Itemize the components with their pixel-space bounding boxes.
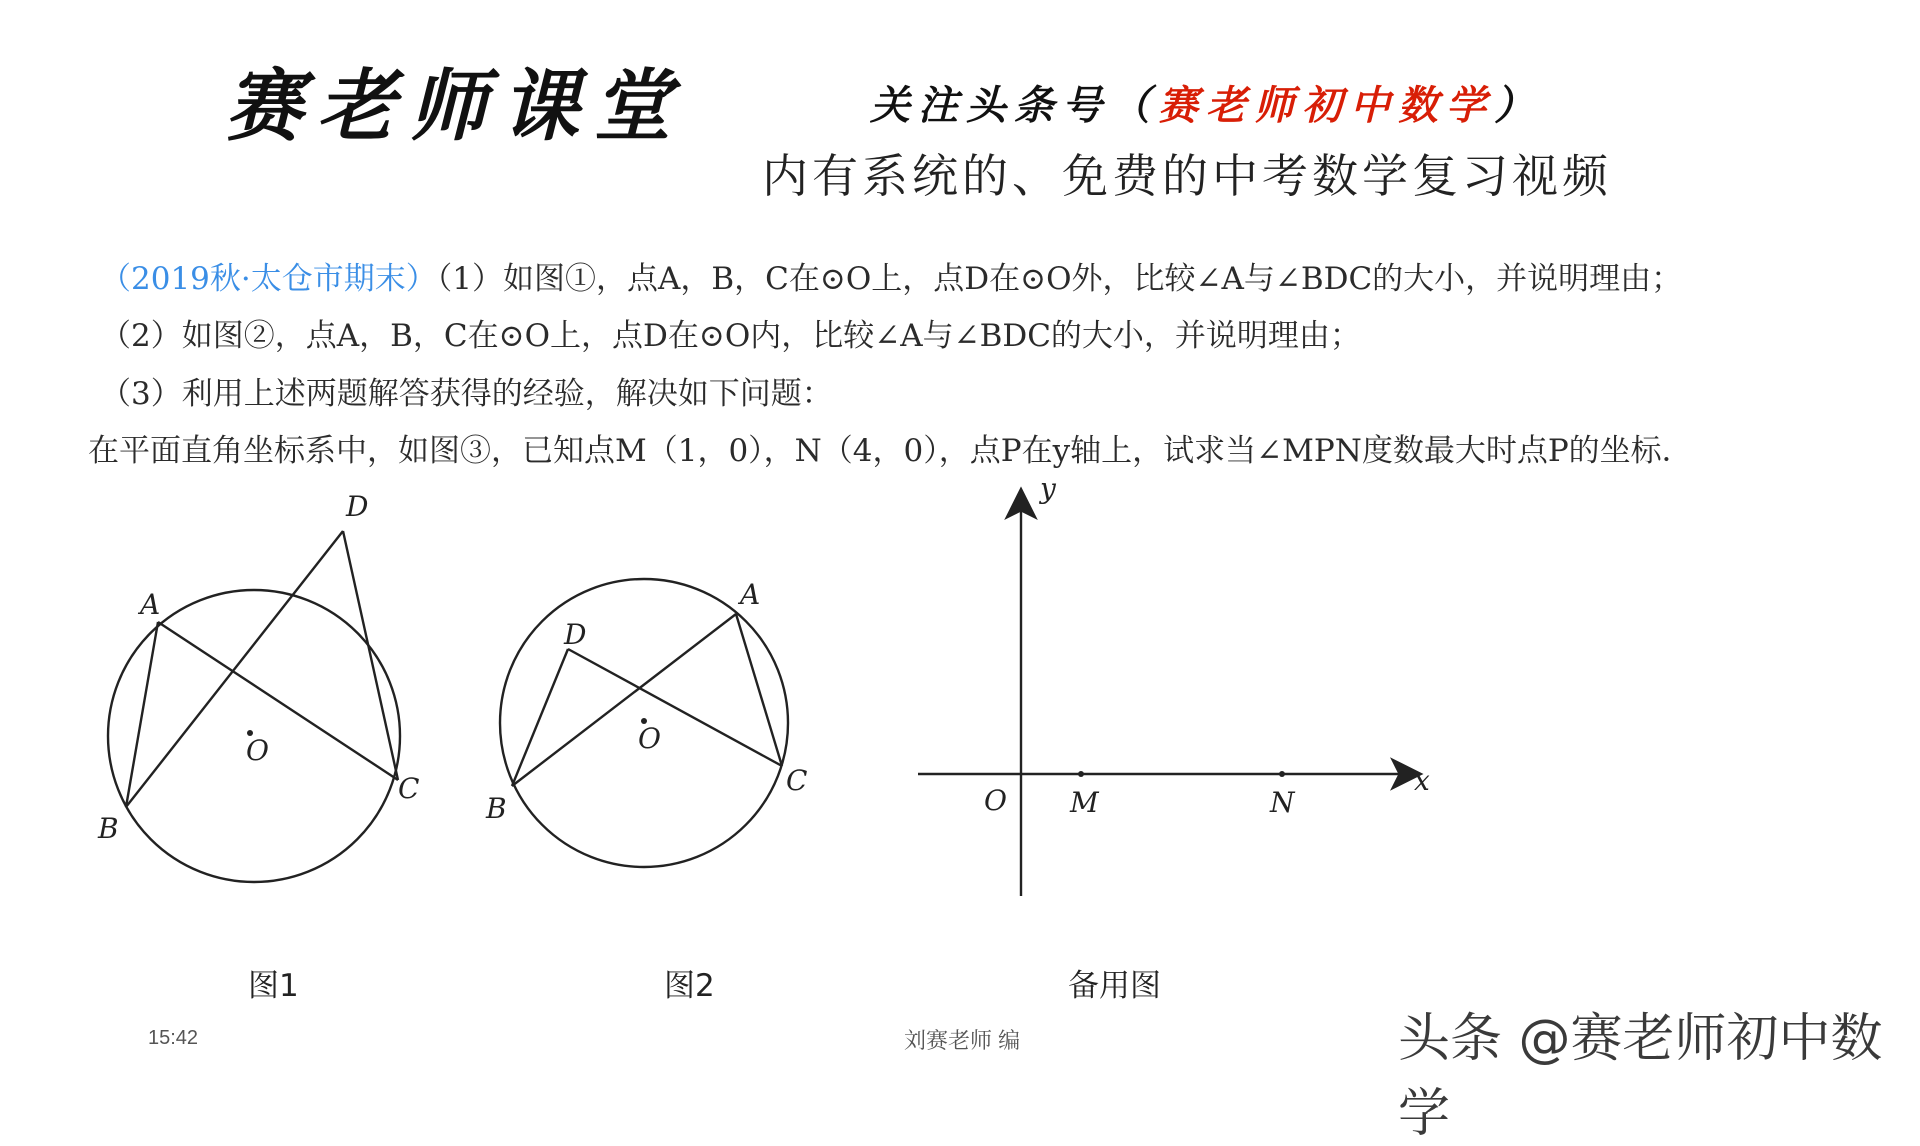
fig1-label-C: C <box>398 772 420 805</box>
question-source: （2019秋·太仓市期末） <box>100 261 437 297</box>
fig3-label-M: M <box>1070 786 1099 819</box>
footer-time: 15:42 <box>148 1027 199 1049</box>
question-part4: 在平面直角坐标系中，如图③，已知点M（1，0），N（4，0），点P在y轴上，试求当∠MPN度数最大时点P的坐标． <box>88 433 1693 469</box>
figure-1 <box>108 531 400 882</box>
fig3-label-N: N <box>1270 786 1295 819</box>
fig2-segment-DC <box>568 649 782 766</box>
question-part2: （2）如图②，点A，B，C在⊙O上，点D在⊙O内，比较∠A与∠BDC的大小，并说明理由； <box>100 318 1361 354</box>
question-part1-text: （1）如图①，点A，B，C在⊙O上，点D在⊙O外，比较∠A与∠BDC的大小，并说明理由； <box>436 261 1683 297</box>
fig1-label-D: D <box>346 490 369 523</box>
point-M-dot <box>1078 771 1084 777</box>
follow-account: 赛老师初中数学 <box>1158 82 1494 129</box>
question-part3: （3）利用上述两题解答获得的经验，解决如下问题： <box>100 376 833 412</box>
fig1-label-O: O <box>246 734 269 767</box>
fig2-label-O: O <box>638 722 661 755</box>
caption-fig3: 备用图 <box>1068 968 1161 1004</box>
fig3-label-y: y <box>1040 472 1056 505</box>
fig2-label-D: D <box>564 618 587 651</box>
point-N-dot <box>1279 771 1285 777</box>
fig2-label-B: B <box>486 792 507 825</box>
fig2-label-C: C <box>786 764 808 797</box>
fig1-segment-AC <box>158 622 398 780</box>
fig1-segment-BD <box>126 531 343 807</box>
fig2-segment-BA <box>512 614 736 786</box>
fig1-segment-AB <box>126 622 158 807</box>
fig1-label-A: A <box>140 588 161 621</box>
footer-author: 刘赛老师 编 <box>904 1028 1021 1053</box>
fig2-label-A: A <box>740 578 761 611</box>
fig1-label-B: B <box>98 812 119 845</box>
fig3-label-O: O <box>984 784 1007 817</box>
caption-fig1: 图1 <box>248 968 299 1004</box>
subtitle: 内有系统的、免费的中考数学复习视频 <box>762 149 1612 203</box>
fig1-segment-DC <box>343 531 398 780</box>
follow-suffix: ） <box>1494 82 1542 129</box>
watermark: 头条 @赛老师初中数学 <box>1398 1009 1883 1144</box>
brand-title: 赛老师课堂 <box>225 61 686 152</box>
follow-prefix: 关注头条号（ <box>870 82 1158 129</box>
figure-3 <box>918 492 1418 896</box>
caption-fig2: 图2 <box>664 968 715 1004</box>
fig3-label-x: x <box>1414 764 1430 797</box>
